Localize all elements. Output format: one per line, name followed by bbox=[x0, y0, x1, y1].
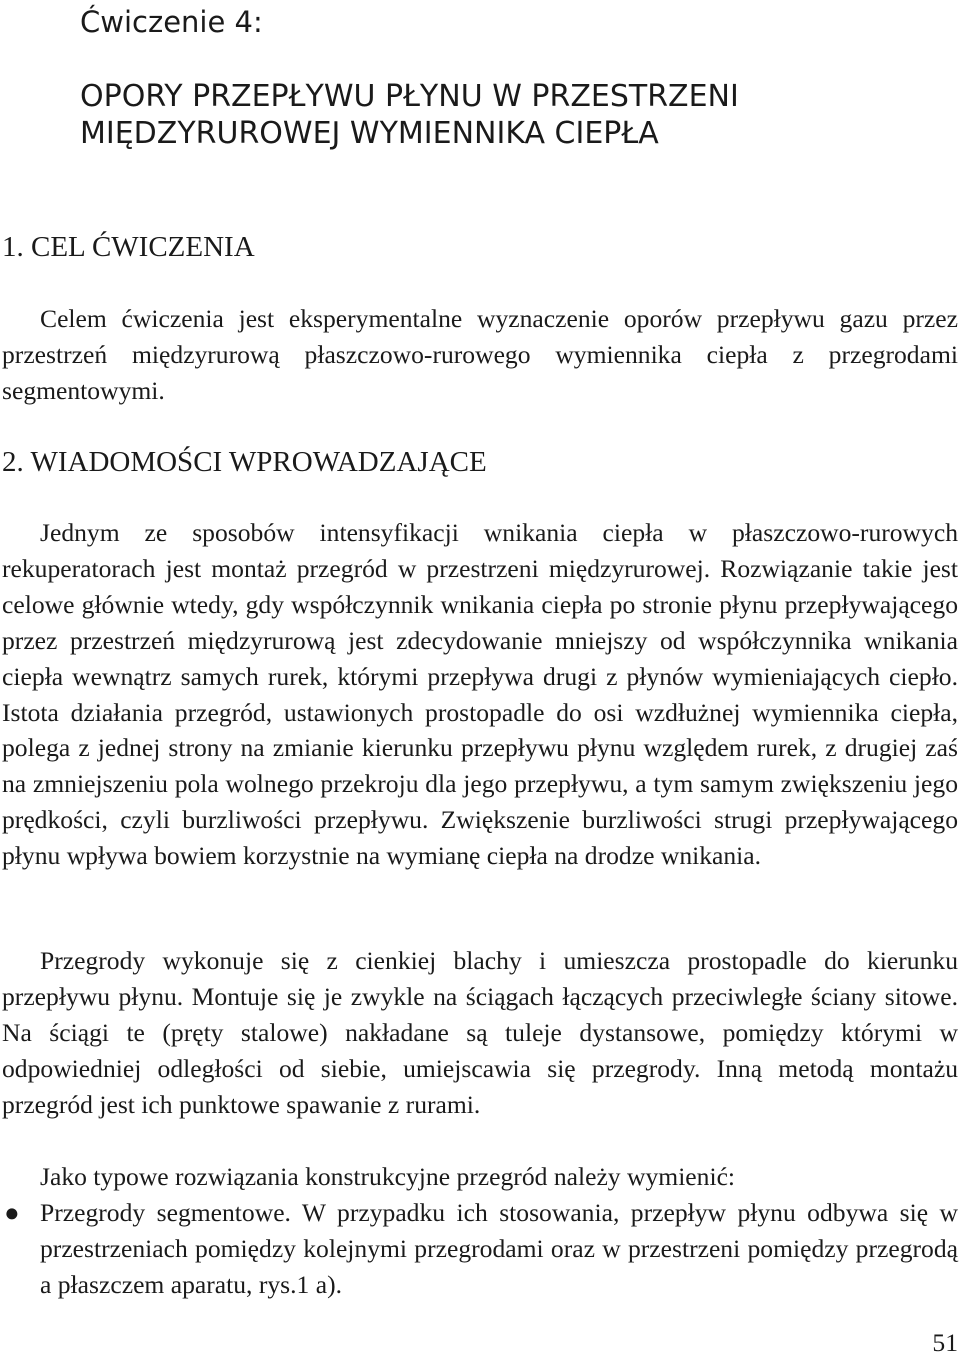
section-heading-goal: 1. CEL ĆWICZENIA bbox=[2, 231, 255, 263]
list-item-text: Przegrody segmentowe. W przypadku ich stosowania, przepływ płynu odbywa się w przestrzeniach pomiędzy kolejnymi przegrodami oraz w przestrzeni pomiędzy przegrodą a płaszczem aparatu, rys.1 a). bbox=[40, 1198, 958, 1299]
paragraph-goal: Celem ćwiczenia jest eksperymentalne wyznaczenie oporów przepływu gazu przez przestrzeń międzyrurową płaszczowo-rurowego wymiennika ciepła z przegrodami segmentowymi. bbox=[2, 304, 958, 405]
page-title-line-2: MIĘDZYRUROWEJ WYMIENNIKA CIEPŁA bbox=[80, 116, 659, 151]
paragraph-introduction-1: Jednym ze sposobów intensyfikacji wnikania ciepła w płaszczowo-rurowych rekuperatorach jest montaż przegród w przestrzeni międzyrurowej. Rozwiązanie takie jest celowe głównie wtedy, gdy współczynnik wnikania ciepła po stronie płynu przepływającego przez przestrzeń międzyrurową jest zdecydowanie mniejszy od współczynnika wnikania ciepła wewnątrz samych rurek, którymi przepływa drugi z płynów wymieniających ciepło. Istota działania przegród, ustawionych prostopadle do osi wzdłużnej wymiennika ciepła, polega z jednej strony na zmianie kierunku przepływu płynu względem rurek, z drugiej zaś na zmniejszeniu pola wolnego przekroju dla jego przepływu, a tym samym zwiększeniu jego prędkości, czyli burzliwości przepływu. Zwiększenie burzliwości strugi przepływającego płynu wpływa bowiem korzystnie na wymianę ciepła na drodze wnikania. bbox=[2, 518, 958, 871]
section-heading-introduction: 2. WIADOMOŚCI WPROWADZAJĄCE bbox=[2, 446, 487, 478]
page-title bbox=[80, 78, 739, 152]
bullet-icon: ● bbox=[4, 1198, 20, 1227]
page-number: 51 bbox=[932, 1328, 958, 1357]
paragraph-introduction-2: Przegrody wykonuje się z cienkiej blachy i umieszcza prostopadle do kierunku przepływu płynu. Montuje się je zwykle na ściągach łączących przeciwległe ściany sitowe. Na ściągi te (pręty stalowe) nakładane są tuleje dystansowe, pomiędzy którymi w odpowiedniej odległości od siebie, umiejscawia się przegrody. Inną metodą montażu przegród jest ich punktowe spawanie z rurami. bbox=[2, 946, 958, 1119]
page-title-line-1: OPORY PRZEPŁYWU PŁYNU W PRZESTRZENI bbox=[80, 79, 739, 114]
exercise-label: Ćwiczenie 4: bbox=[80, 5, 263, 39]
list-item bbox=[0, 1195, 958, 1303]
paragraph-introduction-3: Jako typowe rozwiązania konstrukcyjne przegród należy wymienić: bbox=[40, 1162, 736, 1191]
